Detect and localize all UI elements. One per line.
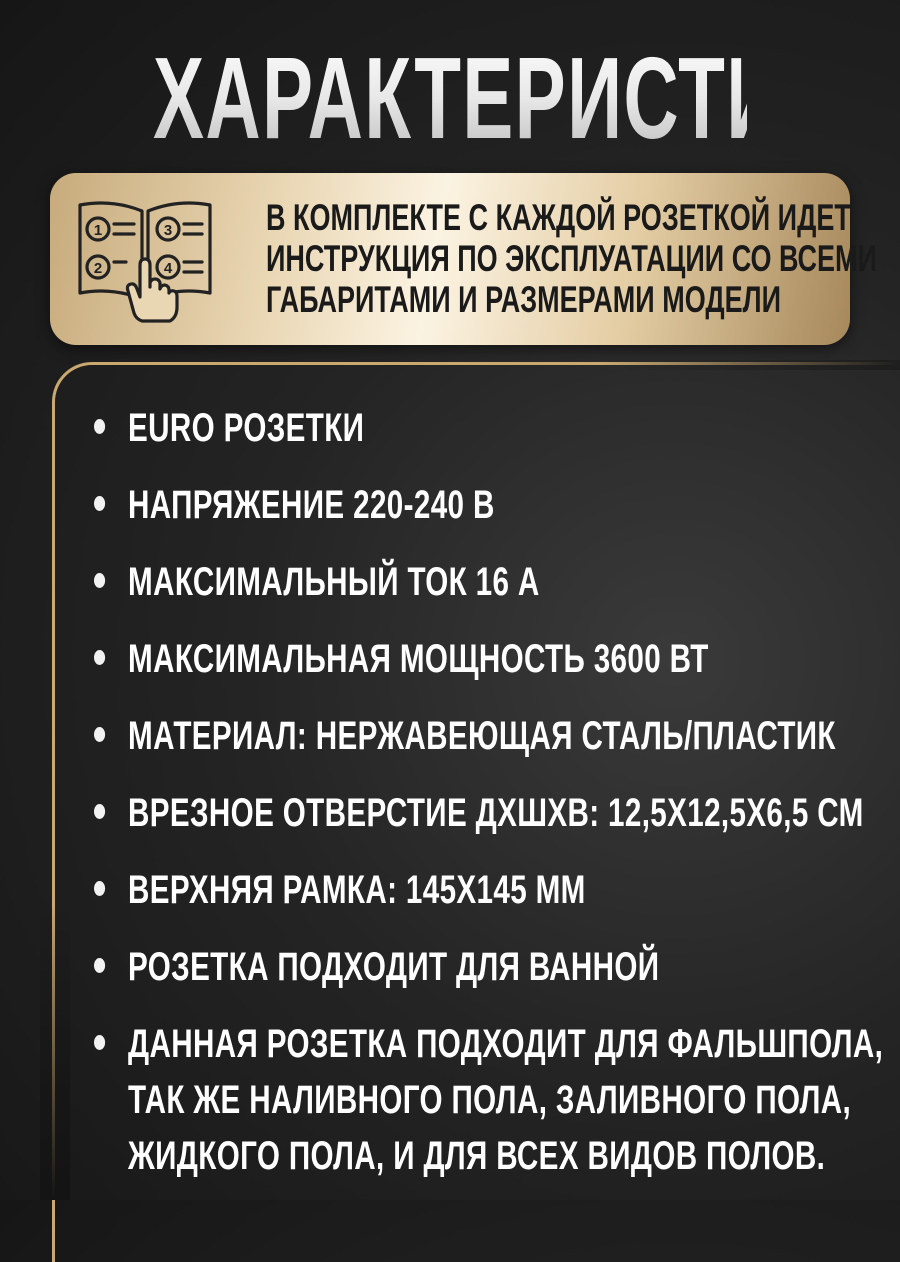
spec-text-line: ЖИДКОГО ПОЛА, И ДЛЯ ВСЕХ ВИДОВ ПОЛОВ. — [128, 1134, 826, 1178]
spec-text: ВРЕЗНОЕ ОТВЕРСТИЕ ДХШХВ: 12,5Х12,5Х6,5 СМ — [128, 791, 864, 835]
bullet-icon — [94, 419, 105, 434]
instruction-banner — [50, 173, 877, 345]
bullet-icon — [94, 958, 105, 973]
spec-text-line: ДАННАЯ РОЗЕТКА ПОДХОДИТ ДЛЯ ФАЛЬШПОЛА, — [128, 1022, 884, 1066]
page-title: ХАРАКТЕРИСТИКИ — [153, 28, 747, 168]
spec-item — [94, 1016, 884, 1184]
bullet-icon — [94, 1035, 105, 1050]
bullet-icon — [94, 496, 105, 511]
bullet-icon — [94, 804, 105, 819]
specs-list — [94, 400, 884, 1205]
spec-text: МАТЕРИАЛ: НЕРЖАВЕЮЩАЯ СТАЛЬ/ПЛАСТИК — [128, 714, 836, 758]
spec-text: НАПРЯЖЕНИЕ 220-240 В — [128, 483, 495, 527]
spec-text: МАКСИМАЛЬНАЯ МОЩНОСТЬ 3600 ВТ — [128, 637, 709, 681]
bullet-icon — [94, 881, 105, 896]
spec-item — [94, 862, 834, 918]
svg-text:3: 3 — [163, 222, 173, 239]
banner-line: ГАБАРИТАМИ И РАЗМЕРАМИ МОДЕЛИ — [266, 279, 782, 320]
banner-line: ИНСТРУКЦИЯ ПО ЭКСПЛУАТАЦИИ СО ВСЕМИ — [266, 238, 877, 279]
spec-item — [94, 939, 834, 995]
spec-text-line: ТАК ЖЕ НАЛИВНОГО ПОЛА, ЗАЛИВНОГО ПОЛА, — [128, 1078, 852, 1122]
panel-border-fade — [600, 360, 900, 370]
bullet-icon — [94, 573, 105, 588]
spec-item — [94, 708, 834, 764]
spec-item — [94, 785, 864, 841]
spec-text: РОЗЕТКА ПОДХОДИТ ДЛЯ ВАННОЙ — [128, 945, 660, 989]
instruction-book-icon — [76, 195, 214, 325]
svg-text:4: 4 — [163, 260, 173, 277]
banner-text — [266, 197, 877, 320]
bullet-icon — [94, 650, 105, 665]
spec-text: ВЕРХНЯЯ РАМКА: 145Х145 ММ — [128, 868, 586, 912]
spec-text: EURO РОЗЕТКИ — [128, 406, 365, 450]
svg-text:1: 1 — [93, 222, 103, 239]
svg-text:2: 2 — [93, 260, 103, 277]
spec-item — [94, 631, 834, 687]
spec-item — [94, 554, 834, 610]
spec-item — [94, 400, 834, 456]
bullet-icon — [94, 727, 105, 742]
panel-border-fade — [40, 900, 70, 1200]
spec-item — [94, 477, 834, 533]
spec-text: МАКСИМАЛЬНЫЙ ТОК 16 А — [128, 560, 540, 604]
banner-line: В КОМПЛЕКТЕ С КАЖДОЙ РОЗЕТКОЙ ИДЕТ — [266, 197, 851, 238]
